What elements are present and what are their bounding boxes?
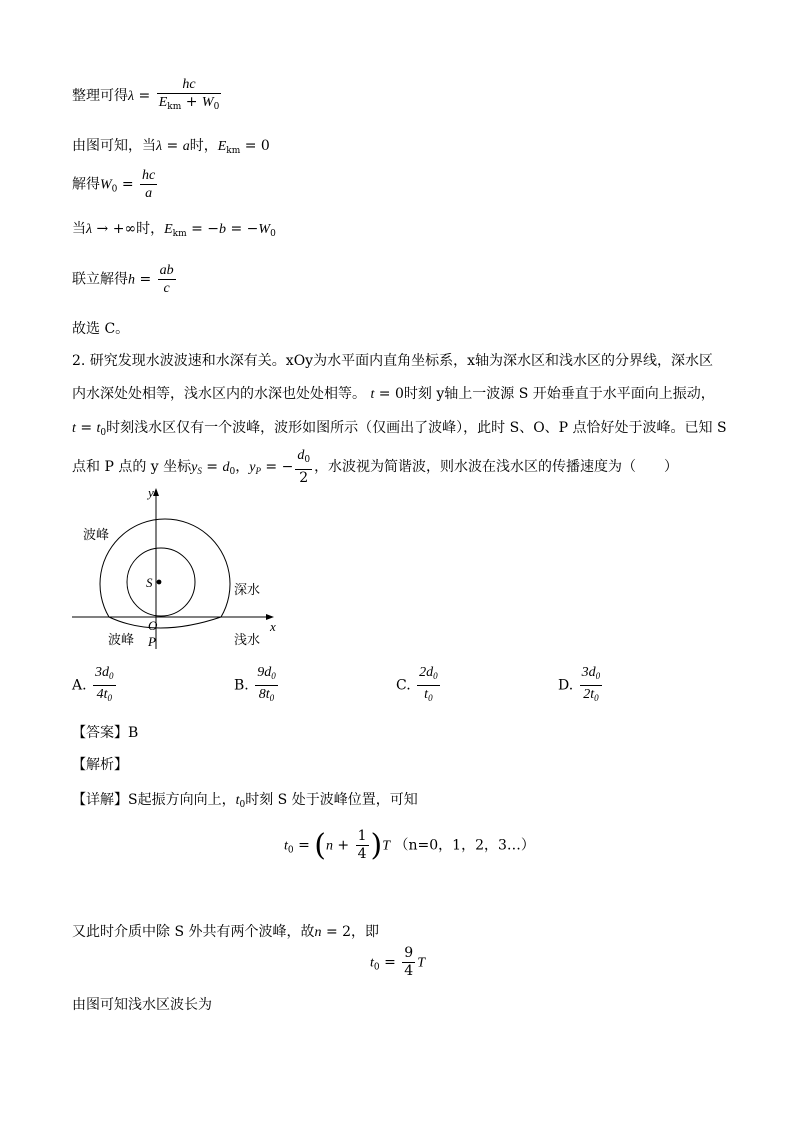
option-den: 4t <box>96 687 108 702</box>
label-p: P <box>148 634 156 649</box>
label-crest-bottom: 波峰 <box>108 632 135 647</box>
option-num: 2d <box>419 665 434 680</box>
derivation-line-4: 当λ → +∞时，$E_{km} = -b = -W_0$ <box>72 221 276 239</box>
option-fraction: $\frac{2d_0}{t_0}$ <box>419 665 438 703</box>
derivation-line-3: 解得$W_0$ = $\frac{hc}{a}$ <box>72 168 156 201</box>
text-segment: 内水深处处相等，浅水区内的水深也处处相等。 <box>72 386 366 402</box>
label-x: x <box>270 619 276 634</box>
wave-figure <box>66 484 286 658</box>
text-segment: 时刻 S 处于波峰位置，可知 <box>245 792 418 808</box>
text-prefix: 解得 <box>72 176 100 193</box>
fraction-quarter: $\frac{1}{4}$ <box>357 828 367 862</box>
option-den: 8t <box>258 687 270 702</box>
text-segment: ，即 <box>351 924 380 940</box>
equation-t0-nine-quarters: $t_0$ = $\frac{9}{4}$ T <box>370 945 425 979</box>
option-letter: A. <box>72 677 87 694</box>
fraction-nine-quarters: $\frac{9}{4}$ <box>404 945 414 979</box>
question-line-1: 2. 研究发现水波波速和水深有关。xOy为水平面内直角坐标系，x轴为深水区和浅水区的分界线，深水区 <box>72 353 713 369</box>
analysis-label: 【解析】 <box>72 757 128 773</box>
text-segment: 0时刻 y轴上一波源 S 开始垂直于水平面向上振动， <box>394 386 715 402</box>
fraction-yp: $\frac{d_0}{2}$ <box>297 448 311 486</box>
option-d[interactable] <box>558 664 604 707</box>
text-segment: 时， <box>189 138 218 154</box>
option-c[interactable] <box>396 664 442 707</box>
label-crest-top: 波峰 <box>83 527 110 542</box>
option-num: 3d <box>581 665 596 680</box>
text-segment: （n=0，1，2，3…） <box>394 837 535 854</box>
question-line-2: 内水深处处相等，浅水区内的水深也处处相等。 t = 0时刻 y轴上一波源 S 开始垂直于水平面向上振动， <box>72 386 715 402</box>
label-s: S <box>146 575 153 590</box>
option-a[interactable] <box>72 664 118 707</box>
text-segment: 时， <box>136 221 165 237</box>
answer-label: 【答案】B <box>72 725 139 741</box>
option-b[interactable] <box>234 664 280 707</box>
option-num: 3d <box>95 665 110 680</box>
text-segment: 又此时介质中除 S 外共有两个波峰，故 <box>72 924 315 940</box>
option-letter: D. <box>558 677 574 694</box>
fraction-h: $\frac{ab}{c}$ <box>159 263 174 296</box>
derivation-line-5: 联立解得h = $\frac{ab}{c}$ <box>72 263 174 296</box>
last-line: 由图可知浅水区波长为 <box>72 997 212 1013</box>
label-shallow: 浅水 <box>234 632 261 647</box>
conclusion-line: 故选 C。 <box>72 321 130 337</box>
question-line-4: 点和 P 点的 y 坐标$y_S = d_0$，$y_P$ = − $\frac{d_0}{2}$ ，水波视为简谐波，则水波在浅水区的传播速度为（ ） <box>72 448 679 486</box>
crest-shallow <box>109 617 221 628</box>
detail-line: 【详解】S起振方向向上，$t_0$时刻 S 处于波峰位置，可知 <box>72 792 418 810</box>
option-fraction: $\frac{9d_0}{8t_0}$ <box>257 665 276 703</box>
text-segment: 当 <box>72 221 86 237</box>
source-s-dot <box>157 580 162 585</box>
text-segment: 【详解】S起振方向向上， <box>72 792 236 808</box>
y-axis-arrow <box>153 488 159 496</box>
option-letter: B. <box>234 677 249 694</box>
outer-crest-deep <box>100 519 230 617</box>
fraction-lambda: $\frac{hc}{E_{km} + W_0}$ <box>158 77 220 112</box>
question-line-3: $t = t_0$时刻浅水区仅有一个波峰，波形如图所示（仅画出了波峰），此时 S、O、P 点恰好处于波峰。已知 S <box>72 420 727 438</box>
option-den: t <box>424 687 429 702</box>
derivation-line-1: 整理可得λ = $\frac{hc}{E_{km} + W_0}$ <box>72 76 223 116</box>
text-segment: ，水波视为简谐波，则水波在浅水区的传播速度为（ ） <box>314 459 679 475</box>
label-o: O <box>148 618 158 633</box>
option-fraction: $\frac{3d_0}{2t_0}$ <box>581 665 601 703</box>
equation-t0-period: $t_0 = (n$ + $\frac{1}{4}$ )T （n=0，1，2，3…） <box>284 828 535 863</box>
option-fraction: $\frac{3d_0}{4t_0}$ <box>95 665 114 703</box>
option-den: 2t <box>583 687 595 702</box>
label-deep: 深水 <box>234 582 261 597</box>
option-num: 9d <box>257 665 272 680</box>
text-prefix: 联立解得 <box>72 271 128 288</box>
option-letter: C. <box>396 677 411 694</box>
derivation-line-2: 由图可知，当λ = a时，$E_{km} = 0$ <box>72 138 270 156</box>
fraction-w0: $\frac{hc}{a}$ <box>142 168 156 201</box>
medium-line: 又此时介质中除 S 外共有两个波峰，故n = 2，即 <box>72 924 380 940</box>
text-segment: 由图可知，当 <box>72 138 156 154</box>
text-segment: 点和 P 点的 y 坐标 <box>72 459 192 475</box>
label-y: y <box>148 485 154 500</box>
text-prefix: 整理可得 <box>72 88 128 104</box>
text-segment: 时刻浅水区仅有一个波峰，波形如图所示（仅画出了波峰），此时 S、O、P 点恰好处于波峰。已知 S <box>106 420 727 436</box>
